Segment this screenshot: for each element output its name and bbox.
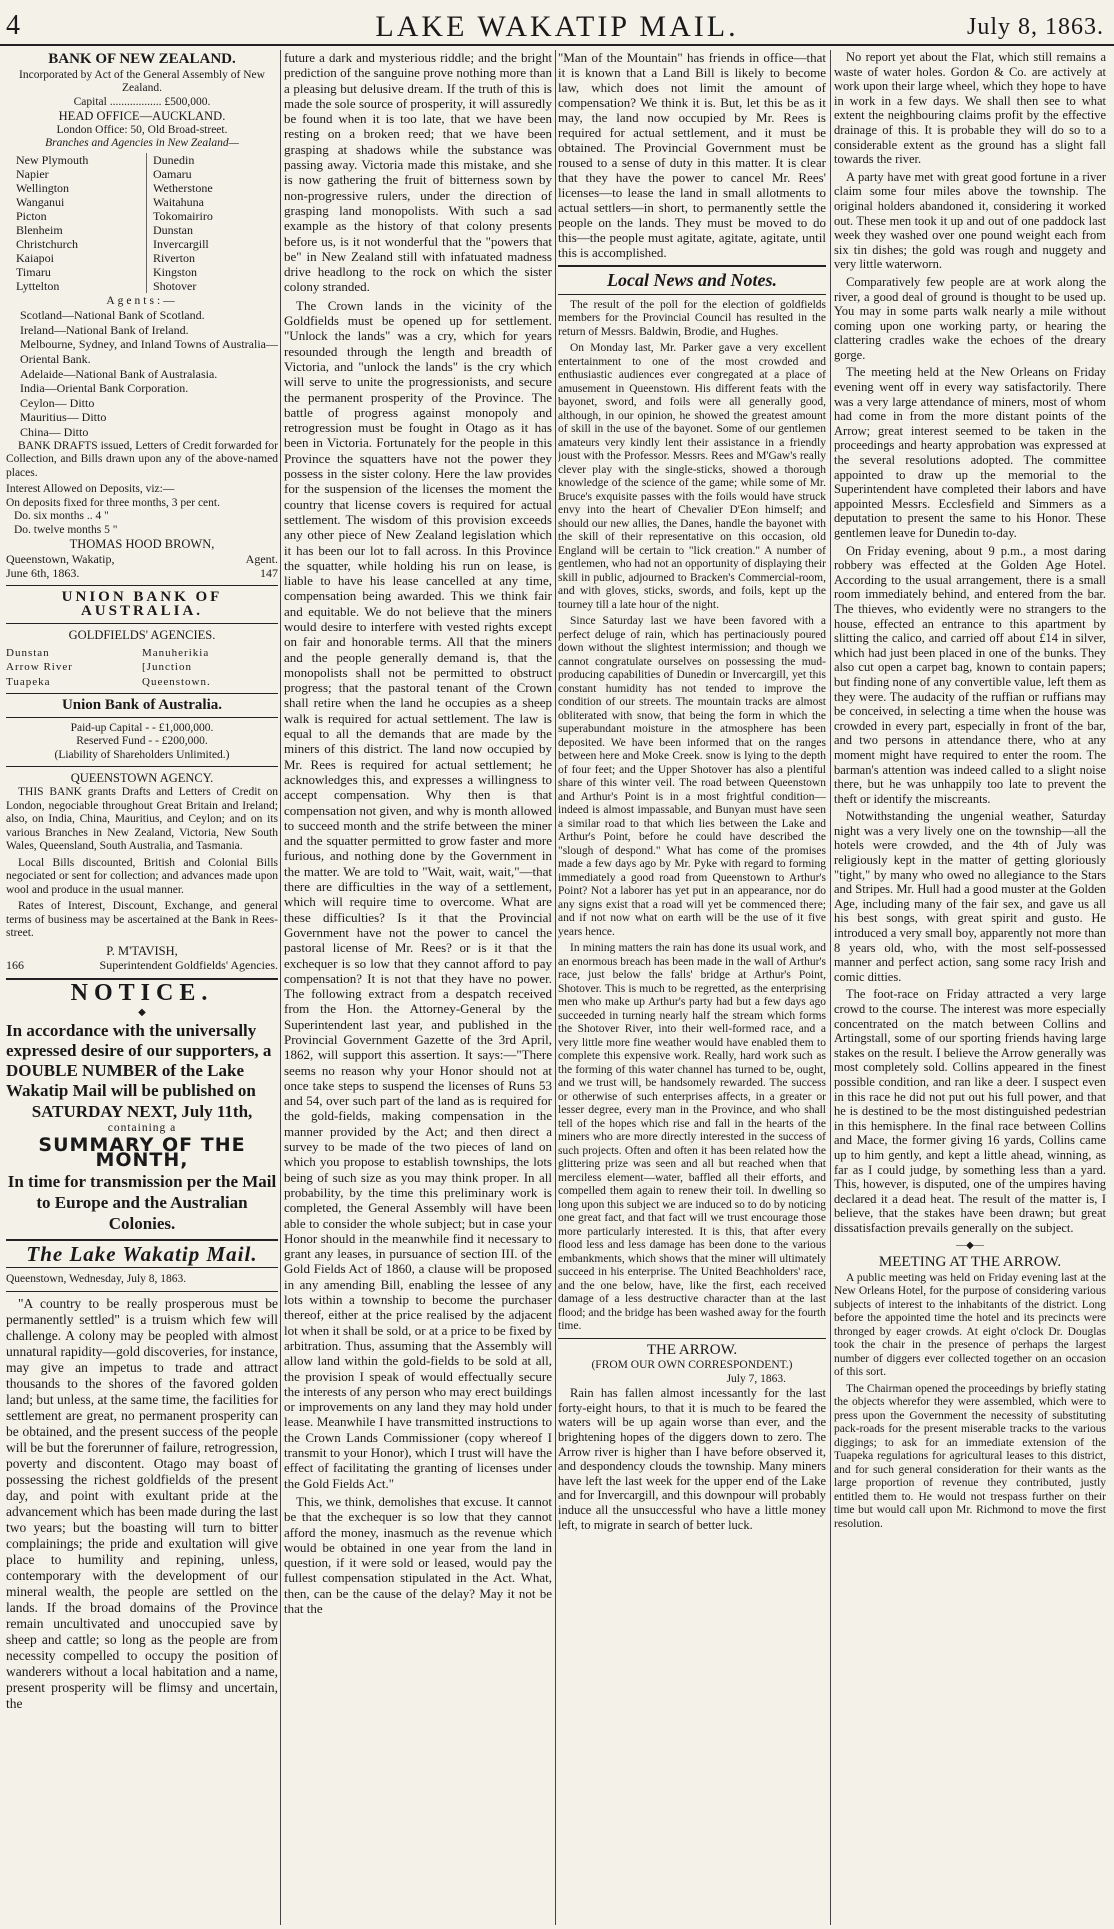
divider bbox=[558, 294, 826, 295]
bank-nz-manager: THOMAS HOOD BROWN, bbox=[69, 537, 215, 552]
agency-item: Tuapeka bbox=[6, 675, 51, 688]
agent-item: Mauritius— Ditto bbox=[20, 410, 107, 425]
divider bbox=[6, 1239, 278, 1241]
goldfields-agencies: GOLDFIELDS' AGENCIES. bbox=[68, 628, 216, 642]
column-3 bbox=[558, 50, 826, 1925]
notice-text: In accordance with the universally expressed desire of our supporters, a DOUBLE NUMBER of the Lake Wakatip Mail will be published on bbox=[6, 1020, 272, 1100]
bank-nz-head-office: HEAD OFFICE—AUCKLAND. bbox=[58, 109, 226, 124]
column-2 bbox=[284, 50, 552, 1925]
union-bank-text: Rates of Interest, Discount, Exchange, and general terms of business may be ascertained at the Bank in Rees-street. bbox=[6, 900, 278, 940]
divider bbox=[6, 623, 278, 624]
ornament: —◆— bbox=[956, 1239, 984, 1251]
divider bbox=[558, 1338, 826, 1339]
union-bank-text: THIS BANK grants Drafts and Letters of Credit on London, negociable throughout Great Britain and Ireland; also, on India, China, Mauritius, and Ceylon; and on its various Branches in New Zealand, Victoria, New South Wales, Queensland, South Australia, and Tasmania. bbox=[6, 786, 278, 853]
divider bbox=[558, 265, 826, 267]
arrow-paragraph: A party have met with great good fortune in a river claim some four miles above the township. The original holders abandoned it, considering it worked out. These men took it up and out of one paddock last week they washed over one pound weight each from six tin dishes; the gold was rough and nuggety and very little waterworn. bbox=[834, 169, 1106, 272]
bank-nz-incorporated: Incorporated by Act of the General Assembly of New Zealand. bbox=[19, 68, 265, 95]
divider bbox=[6, 766, 278, 767]
branch-item: Oamaru bbox=[153, 166, 192, 181]
newspaper-title: LAKE WAKATIP MAIL. bbox=[375, 10, 739, 43]
local-news-paragraph: The result of the poll for the election of goldfields members for the Provincial Council has resulted in the return of Messrs. Baldwin, Brodie, and Hughes. bbox=[558, 298, 826, 338]
signature-line bbox=[6, 552, 278, 567]
interest-row: Do. six months .. 4 " bbox=[14, 510, 109, 523]
column-1 bbox=[6, 50, 278, 1925]
bank-drafts-text: BANK DRAFTS issued, Letters of Credit forwarded for Collection, and Bills drawn upon any of the above-named places. bbox=[6, 439, 278, 479]
advert-date: June 6th, 1863. bbox=[6, 566, 80, 581]
arrow-paragraph: The meeting held at the New Orleans on Friday evening went off in every way satisfactorily. There was a very large attendance of miners, most of whom had come in from the more distant points of the Arrow; great interest seemed to be taken in the proceedings and hearty approbation was expressed at the several resolutions adopted. The committee appointed to draw up the memorial to the Superintendent have completed their labors and have appointed Messrs. Ecclesfield and Simmers as a deputation to present the same to his Honor. These gentlemen leave for Dunedin to-day. bbox=[834, 365, 1106, 540]
arrow-paragraph: No report yet about the Flat, which still remains a waste of water holes. Gordon & Co. are actively at work upon their large wheel, which they hope to have in work in a few days. We shall then see to what extent the neighbouring claims profit by the effective drainage of this. It is probable they will do so to a considerable extent as the ground has a slight fall towards the river. bbox=[834, 50, 1106, 167]
branch-item: Invercargill bbox=[153, 236, 209, 251]
queenstown-agency: QUEENSTOWN AGENCY. bbox=[70, 771, 214, 786]
local-news-paragraph: On Monday last, Mr. Parker gave a very excellent entertainment to one of the most crowded and enthusiastic audiences ever congregated at a place of amusement in Queenstown. His different feats with the bayonet, sword, and foils were all generally good, although, in our opinion, he showed the greatest amount of skill in the use of the bayonet. Some of our gentlemen amateurs very kindly lent their assistance in a friendly joust with the Professor. Messrs. Rees and M'Gaw's really clever play with the single-sticks, showed a thorough knowledge of the science of the game; while some of Mr. Bruce's exquisite passes with the foils would have struck envy into the heart of Chevalier D'Eon himself; and should our new allies, the Danes, handle the bayonet with the skill of their representative on this occasion, old England will be certain to "lick creation." A number of gentlemen, who had not an opportunity of displaying their skill in public, adjourned to Bracken's Commercial-room, and with gloves, sticks, swords, and foils, kept up the tourney till a late hour of the night. bbox=[558, 342, 826, 611]
notice-when: SATURDAY NEXT, July 11th, bbox=[31, 1101, 253, 1121]
branch-item: Blenheim bbox=[16, 223, 147, 237]
branch-item: Kaiapoi bbox=[16, 251, 147, 265]
bank-nz-advert bbox=[6, 52, 278, 581]
agents-title: Agents:— bbox=[106, 294, 178, 307]
bank-nz-london: London Office: 50, Old Broad-street. bbox=[56, 123, 228, 136]
leader-dateline: Queenstown, Wednesday, July 8, 1863. bbox=[6, 1273, 187, 1286]
union-bank-heading: UNION BANK OF AUSTRALIA. bbox=[61, 588, 223, 620]
notice-box bbox=[6, 979, 278, 1234]
meeting-paragraph: A public meeting was held on Friday evening last at the New Orleans Hotel, for the purpose of considering various subjects of interest to the inhabitants of the district. Long before the appointed time the hotel and its precincts were thronged by eager crowds. At eight o'clock Dr. Douglas took the chair in the presence of perhaps the largest number of diggers ever collected together on an occasion of this sort. bbox=[834, 1271, 1106, 1379]
branch-item: Dunstan bbox=[153, 222, 193, 237]
local-news-paragraph: In mining matters the rain has done its usual work, and an enormous breach has been made in the wall of Arthur's race, just below the falls' bridge at Arthur's Point, Shotover. This is much to be regretted, as the enterprising men who make up Arthur's party had but a few days ago succeeded in turning nearly half the stream which forms the Shotover River, into their well-formed race, and a very little more fine weather would have enabled them to complete this expensive work. Really, hard work such as the forming of this water channel has turned to be, ought, and we trust will, be handsomely rewarded. The success or otherwise of such enterprises affects, in a greater or lesser degree, every man in the Province, and who shall tell of the hopes which rise and fall in the hearts of the miners who are more directly interested in the success of such projects. Often and often it has been related how the glittering prize was seen and all but reached when that merciless element—water, baffled all their efforts, and compelled them again to renew their toil. In dwelling so long upon this subject we are induced so to do by noticing one great fact, and that fact will we trust encourage those more particularly interested. It is this, that after every flood less and less damage has been done to the various embankments, which shows that the miner will ultimately succeed in his enterprise. The United Beachholders' race, and the one below, have, like the first, each received damage of a less destructive character than at the last flood; and the bridge has been washed away for the fourth time. bbox=[558, 942, 826, 1333]
advert-number: 166 bbox=[6, 958, 24, 973]
signature-line bbox=[6, 566, 278, 581]
local-news-paragraph: Since Saturday last we have been favored with a perfect deluge of rain, which has pertinaciously poured down without the slightest intermission; and though we cannot congratulate ourselves on possessing the mud-producing capabilities of Dunedin or Invercargill, yet this constant humidity has not tended to improve the condition of our streets. The mountain tracks are almost obliterated with snow, that being the form in which the superabundant moisture in the atmosphere has been deposited. We have been informed that on the ranges between here and Moke Creek. snow is lying to the depth of four feet; and the Upper Shotover has also a plentiful share of this winter veil. The road between Queenstown and Arthur's Point is in a most frightful condition—indeed is almost impassable, and Bunyan must have seen a similar road to that which lies between the Lake and Arthur's Point, before he could have described the "slough of despond." What has come of the promises made a few days ago by Mr. Pyke with regard to forming immediately a good road from Queenstown to Arthur's Point? Not a laborer has yet put in an appearance, nor do any signs exist that a road will yet be commenced there; and if not now what on earth will be the use of it five years hence. bbox=[558, 615, 826, 938]
branch-item: Wetherstone bbox=[153, 180, 213, 195]
column-rule bbox=[555, 50, 556, 1925]
bank-nz-heading: BANK OF NEW ZEALAND. bbox=[48, 51, 236, 67]
arrow-paragraph: Notwithstanding the ungenial weather, Saturday night was a very lively one on the township—all the hotels were crowded, and the 4th of July was religiously kept in the matter of getting gloriously "tight," by many who owed no allegiance to the Stars and Stripes. Mr. Hull had a good muster at the Golden Age, including many of the fair sex, and gave us all his best songs, with great spirit and gusto. He introduced a very small boy, apparently not more than 8 years old, who, with the most self-possessed manner and perfect action, sang some racy Irish and comic ditties. bbox=[834, 809, 1106, 984]
divider bbox=[6, 1291, 278, 1292]
paid-up-capital: Paid-up Capital - - £1,000,000. bbox=[70, 721, 214, 734]
issue-date: July 8, 1863. bbox=[966, 14, 1104, 40]
branch-item: Wanganui bbox=[16, 195, 147, 209]
leader-paragraph: future a dark and mysterious riddle; and the bright prediction of the sanguine prove nothing more than a pleasing but delusive dream. If the truth of this is made the sole source of prosperity, it will assuredly be found when it is too late, that we have been resting on a broken reed; that we have been grasping at shadows while the substance was passing away. Victoria made this mistake, and she is now gathering the fruit of bitterness sown by non-progressive rulers, under the direction of grasping land monopolists. With such a sad example as the history of that colony presents before us, is it not wonderful that the "powers that be" in New Zealand still with infatuated madness drive headlong to the rock on which the sister colony stranded. bbox=[284, 50, 552, 295]
divider bbox=[6, 1267, 278, 1268]
arrow-subheading: (FROM OUR OWN CORRESPONDENT.) bbox=[591, 1359, 793, 1372]
branch-item: New Plymouth bbox=[16, 153, 147, 167]
meeting-heading: MEETING AT THE ARROW. bbox=[878, 1254, 1062, 1271]
agencies-grid bbox=[6, 646, 278, 690]
agency-item: Manuherikia bbox=[142, 646, 210, 659]
advert-number: 147 bbox=[260, 566, 278, 581]
page-number: 4 bbox=[6, 10, 20, 41]
divider bbox=[6, 693, 278, 694]
interest-row: On deposits fixed for three months, 3 per cent. bbox=[6, 496, 220, 509]
leader-paragraph: "Man of the Mountain" has friends in office—that it is known that a Land Bill is likely to become law, which does not limit the amount of compensation? We think it is. But, let this be as it may, the land now occupied by Mr. Rees is required for actual settlement, and it must be obtained. The Provincial Government must be roused to a sense of duty in this matter. It is clear that they have the power to cancel Mr. Rees' licenses—to lease the land in small allotments to actual settlers—in short, to permanently settle the people on the lands. They must be moved to do this—the people must agitate, agitate, agitate, until this is accomplished. bbox=[558, 50, 826, 260]
notice-containing: containing a bbox=[107, 1121, 177, 1134]
union-bank-name: Union Bank of Australia. bbox=[61, 697, 223, 714]
column-rule bbox=[830, 50, 831, 1925]
column-4 bbox=[834, 50, 1106, 1925]
branch-item: Kingston bbox=[153, 264, 198, 279]
leader-article bbox=[6, 1241, 278, 1712]
ornament: ◆ bbox=[138, 1007, 146, 1019]
arrow-paragraph: Rain has fallen almost incessantly for the last forty-eight hours, to that it is much to be feared the waters will be up again worse than ever, and the brightening hopes of the diggers down to zero. The Arrow river is higher than I have before observed it, and despondency clouds the township. Many miners have left the last week for the upper end of the Lake and for Invercargill, and this downpour will probably induce all the unsuccessful who have a little money left, to migrate in search of better luck. bbox=[558, 1386, 826, 1532]
bank-nz-capital: Capital .................. £500,000. bbox=[73, 95, 211, 108]
branch-item: Wellington bbox=[16, 181, 147, 195]
branches-title: Branches and Agencies in New Zealand— bbox=[45, 137, 239, 150]
divider bbox=[6, 585, 278, 586]
masthead bbox=[0, 8, 1114, 46]
agency-item: [Junction bbox=[142, 661, 192, 674]
role: Agent. bbox=[245, 551, 278, 566]
branch-item: Timaru bbox=[16, 265, 147, 279]
agents-list bbox=[6, 308, 278, 439]
union-bank-advert bbox=[6, 590, 278, 973]
interest-title: Interest Allowed on Deposits, viz:— bbox=[6, 483, 175, 496]
branch-item: Riverton bbox=[153, 250, 195, 265]
agent-item: India—Oriental Bank Corporation. bbox=[20, 381, 189, 396]
arrow-date: July 7, 1863. bbox=[726, 1372, 786, 1385]
branch-item: Tokomairiro bbox=[153, 208, 213, 223]
leader-paragraph: "A country to be really prosperous must be permanently settled" is a truism which few will challenge. A colony may be peopled with almost unnatural rapidity—gold discoveries, for instance, may give an impetus to trade and attract thousands to the shores of the favored golden land; but unless, at the same time, the facilities for settlement are great, no permanent prosperity can be obtained, and the present success of the people will be but the forerunner of failure, retrogression, poverty and discontent. Otago may boast of possessing the richest goldfields of the present day, and point with exultant pride at the advancement which has been made during the last two years; but the boasting will turn to bitter complainings; the pride and exultation will give place to humility and repining, unless, contemporary with the development of our mineral wealth, the people are settled on the lands. If the broad domains of the Province remain uncultivated and unoccupied save by sheep and cattle; so long as the people are from necessity compelled to occupy the position of wanderers without a local habitation and a name, present prosperity will be flimsy and uncertain, the bbox=[6, 1295, 278, 1711]
arrow-heading: THE ARROW. bbox=[646, 1341, 738, 1358]
branch-item: Christchurch bbox=[16, 237, 147, 251]
agency-item: Queenstown. bbox=[142, 675, 211, 688]
meeting-paragraph: The Chairman opened the proceedings by briefly stating the objects wherefor they were assembled, which were to press upon the Government the necessity of substituting pack-roads for the present miserable tracks to the various diggings; to ask for an immediate extension of the Tuapeka regulations for agricultural leases to this district, and for such general consideration for their wants as the large proportion of revenue they contributed, justly entitled them to. He would not trespass further on their time but would call upon Mr. Richmond to move the first resolution. bbox=[834, 1382, 1106, 1530]
agent-item: Ireland—National Bank of Ireland. bbox=[20, 322, 189, 337]
branches-list bbox=[16, 153, 278, 293]
branch-item: Picton bbox=[16, 209, 147, 223]
place: Queenstown, Wakatip, bbox=[6, 551, 115, 566]
branch-item: Napier bbox=[16, 167, 147, 181]
branch-item: Waitahuna bbox=[153, 194, 205, 209]
union-bank-manager: P. M'TAVISH, bbox=[106, 943, 178, 958]
agent-item: China— Ditto bbox=[20, 424, 89, 439]
agent-item: Scotland—National Bank of Scotland. bbox=[20, 308, 205, 323]
notice-summary: SUMMARY OF THE MONTH, bbox=[38, 1134, 246, 1172]
arrow-paragraph: On Friday evening, about 9 p.m., a most daring robbery was effected at the Golden Age Hotel. According to the usual arrangement, there is a small room immediately behind, and entered from the bar. The thieves, who evidently were no strangers to the house, effected an entrance to this apartment by slitting the calico, and carried off about £14 in silver, which had just been placed in one of the bunks. They also cut open a carpet bag, known to contain papers; but finding none of any convertible value, left them as they were. The audacity of the ruffian or ruffians may be conceived, in selecting a time when the house was crowded in every part, especially in front of the bar, and two persons in attendance there, who at any moment might have required to enter the room. The barman's attention was indeed called to a slight noise there, but he was unhappily too late to prevent the theft or identify the miscreants. bbox=[834, 543, 1106, 806]
interest-row: Do. twelve months 5 " bbox=[14, 523, 118, 536]
union-bank-text: Local Bills discounted, British and Colonial Bills negociated or sent for collection; and advances made upon wool and produce in the usual manner. bbox=[6, 856, 278, 896]
branch-item: Lyttelton bbox=[16, 279, 147, 293]
notice-transmission: In time for transmission per the Mail to Europe and the Australian Colonies. bbox=[7, 1171, 277, 1233]
notice-title: NOTICE. bbox=[70, 979, 214, 1006]
agent-item: Adelaide—National Bank of Australasia. bbox=[20, 366, 218, 381]
leader-paragraph: This, we think, demolishes that excuse. It cannot be that the exchequer is so low that they cannot afford the money, inasmuch as the revenue which would be obtained in one year from the land in question, if it were sold or leased, would pay the fullest compensation stipulated in the Act. What, then, can be the cause of the delay? May it not be that the bbox=[284, 1493, 552, 1616]
column-rule bbox=[280, 50, 281, 1925]
branch-item: Dunedin bbox=[153, 152, 195, 167]
leader-masthead: The Lake Wakatip Mail. bbox=[26, 1241, 258, 1266]
liability: (Liability of Shareholders Unlimited.) bbox=[54, 748, 230, 761]
leader-paragraph: The Crown lands in the vicinity of the Goldfields must be opened up for settlement. "Unlock the lands" was a cry, which for years resounded through the length and breadth of Victoria, and "unlock the lands" is the cry which will serve to unite the progressionists, and secure the permanent prosperity of the Province. The battle of progress against monopoly and retrogression must be fought in Otago as it has been in Victoria. Fortunately for the people in this Province the squatters have not the power they possess in the sister colony. Here the law provides for the suspension of the licenses the moment the country that license covers is required for actual settlement. The wisdom of this provision exceeds any other piece of New Zealand legislation which it has been our lot to fall across. In this Province the squatter, while holding his run on lease, is liable to have his lease cancelled at any time, compensation being awarded. This we think fair and equitable. We do not believe that the miners would desire to interfere with vested rights except on fair and honorable terms. All that the miners and the people generally demand is, that the monopolists shall not be permitted to obstruct progress; that the pastoral tenant of the Crown shall retire when the land he occupies as a sheep walk is required for actual settlement. The law is equal to all the demands that are made by the miners of this district. The land now occupied by Mr. Rees is required for actual settlement; he acknowledges this, and expresses a willingness to accept compensation. Why then is that compensation not given, and why is month allowed to succeed month and the strife between the miner and the squatter permitted to grow faster and more furious, and nothing done by the Government in the matter. We are told to "Wait, wait, wait,"—that there are difficulties in the way of a settlement, which will require time to overcome. What are these difficulties? Is it that the Provincial Government have not the power to cancel the pastoral license of Mr. Rees? or is it that the exchequer is so low that they cannot afford to pay compensation? It is not that they have no power. The following extract from a despatch received from the Hon. the Attorney-General by the Superintendent last year, and published in the Provincial Government Gazette of the 3rd April, 1862, will support this assertion. It says:—"There seems no reason why your Honor should not at once take steps to suspend the licenses of Runs 53 and 54, over such part of the land as is required for the gold-fields, making compensation in the manner provided by the Act; and then direct a survey to be made of the two pieces of land on which you propose to establish townships, the lots being of such size as you may think proper. In all probability, by the time this preliminary work is completed, the General Assembly will have been able to consider the whole subject; but in case your Honor should in the meanwhile find it necessary to grant any leases, in pursuance of section III. of the Gold Fields Act of 1860, a clause will be proposed in any amending Bill, enabling the lessee of any lots within a township to become the purchaser thereof, either at the price realised by the adjacent lot when it shall be sold, or at a price to be fixed by arbitration. Thus, assuming that the Assembly will allow land within the gold-fields to be sold at all, the provision I speak of would effectually secure the interests of any person who may erect buildings or improvements on any land they may hold under lease. Meanwhile I have transmitted instructions to the Crown Lands Commissioner (copy whereof I transmit to your Honor), which I trust will have the effect of facilitating the granting of licenses under the Gold Fields Act." bbox=[284, 297, 552, 1491]
agent-item: Ceylon— Ditto bbox=[20, 395, 95, 410]
agency-item: Arrow River bbox=[6, 661, 73, 674]
local-news-heading: Local News and Notes. bbox=[607, 270, 777, 290]
role: Superintendent Goldfields' Agencies. bbox=[99, 958, 278, 973]
reserved-fund: Reserved Fund - - £200,000. bbox=[76, 735, 208, 748]
divider bbox=[6, 717, 278, 718]
agent-item: Melbourne, Sydney, and Inland Towns of Australia—Oriental Bank. bbox=[20, 337, 278, 366]
agency-item: Dunstan bbox=[6, 646, 50, 659]
signature-line bbox=[6, 958, 278, 973]
arrow-paragraph: The foot-race on Friday attracted a very large crowd to the course. The interest was more especially concentrated on the match between Collins and Artingstall, some of our sporting friends having large stakes on the result. I believe the Arrow generally was most completely sold. Collins appeared in the finest possible condition, and ran like a deer. I suspect even in this race he did not put out his full power, and that he is destined to be the most distinguished pedestrian in this hemisphere. In the final race between Collins and Mace, the former giving 16 yards, Collins came up to him gently, and kept a little ahead, winning, as far as I could judge, by something less than a yard. This, however, is disputed, one of the umpires having declared it a dead heat. The result of the matter is, I believe, that the stakes have been drawn; but great dissatisfaction prevails generally on the subject. bbox=[834, 987, 1106, 1235]
arrow-paragraph: Comparatively few people are at work along the river, a good deal of ground is thought to be used up. You may in some parts walk nearly a mile without coming upon one working party, or hearing the clattering cradles wake the echoes of the dreary gorge. bbox=[834, 274, 1106, 362]
branch-item: Shotover bbox=[153, 278, 197, 293]
